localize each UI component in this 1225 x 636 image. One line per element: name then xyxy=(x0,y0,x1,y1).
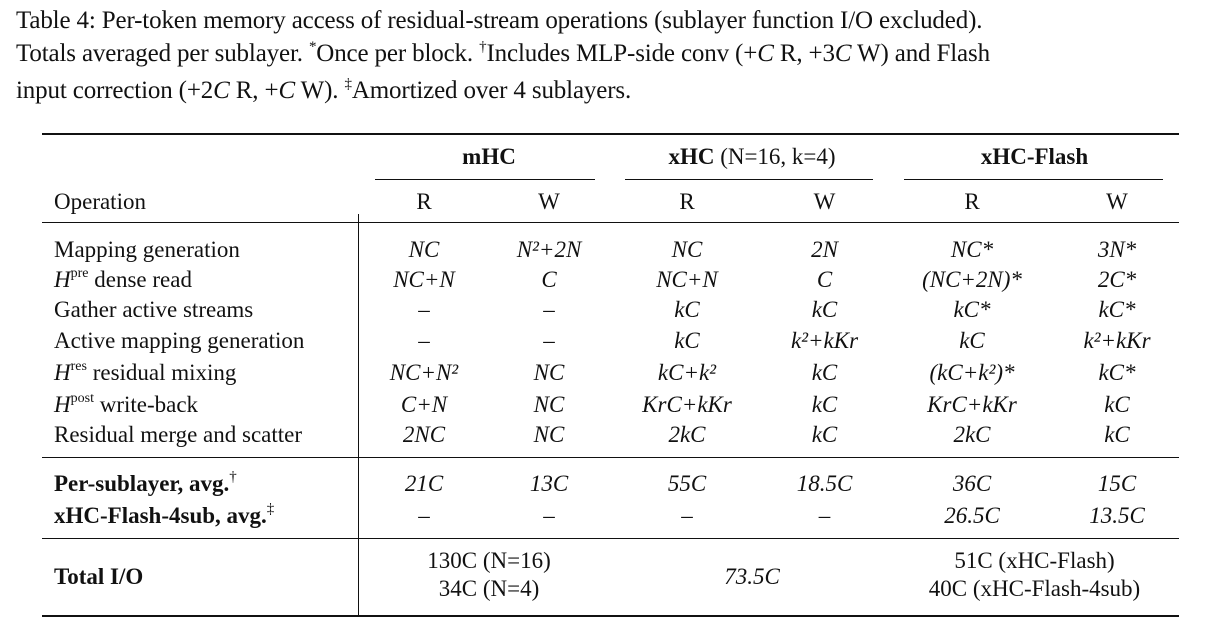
cell: 26.5C xyxy=(944,503,1000,528)
header-xhc-w: W xyxy=(813,189,836,214)
row-label: Mapping generation xyxy=(54,237,240,262)
cell: 18.5C xyxy=(796,471,853,496)
row-label: xHC-Flash-4sub, avg.‡ xyxy=(54,501,275,528)
cell: – xyxy=(818,503,831,528)
row-label: Total I/O xyxy=(54,564,144,589)
group-xhcflash: xHC-Flash xyxy=(980,144,1089,169)
cell: C+N xyxy=(400,392,448,417)
cell: – xyxy=(543,503,555,528)
mhc-group-rule xyxy=(375,179,595,180)
table-caption xyxy=(16,4,1211,111)
cell: – xyxy=(418,328,430,353)
header-mhc-r: R xyxy=(416,189,432,214)
cell: – xyxy=(418,297,430,322)
cell: – xyxy=(543,297,555,322)
header-flash-w: W xyxy=(1106,189,1128,214)
cell: NC xyxy=(533,360,565,385)
cell: kC xyxy=(1104,422,1130,447)
cell: 2N xyxy=(811,237,838,262)
header-operation: Operation xyxy=(54,189,146,214)
summary-rule xyxy=(42,457,1179,458)
cell: C xyxy=(816,267,833,292)
cell: NC xyxy=(408,237,440,262)
cell: kC* xyxy=(953,297,991,322)
total-rule xyxy=(42,538,1179,539)
row-label: $H^{pre}$ dense read xyxy=(54,266,192,292)
header-rule xyxy=(42,222,1179,223)
cell: 2kC xyxy=(953,422,991,447)
row-label: Residual merge and scatter xyxy=(54,422,303,447)
cell: 15C xyxy=(1097,471,1137,496)
cell: C xyxy=(541,267,557,292)
group-mhc: mHC xyxy=(462,144,516,169)
memory-access-table xyxy=(42,133,1179,618)
cell: (kC+k²)* xyxy=(929,360,1015,385)
cell: 2kC xyxy=(668,422,706,447)
cell: NC xyxy=(533,422,565,447)
row-label: $H^{post}$ write-back xyxy=(54,391,199,417)
cell: – xyxy=(681,503,693,528)
row-label: Per-sublayer, avg.† xyxy=(54,469,237,496)
total-xhc: 73.5C xyxy=(724,564,780,589)
cell: NC xyxy=(671,237,703,262)
xhc-group-rule xyxy=(625,179,873,180)
cell: NC xyxy=(533,392,565,417)
row-label: Active mapping generation xyxy=(54,328,305,353)
cell: 21C xyxy=(404,471,444,496)
cell: kC xyxy=(811,297,838,322)
xhcflash-group-rule xyxy=(904,179,1163,180)
cell: NC* xyxy=(950,237,994,262)
cell: KrC+kKr xyxy=(927,392,1017,417)
row-label: Gather active streams xyxy=(54,297,254,322)
cell: N²+2N xyxy=(516,237,582,262)
group-xhc: xHC (N=16, k=4) xyxy=(668,144,836,169)
caption-line-1: Table 4: Per-token memory access of residual-stream operations (sublayer function I/O excluded). xyxy=(16,7,983,34)
cell: 13C xyxy=(529,471,569,496)
header-xhc-r: R xyxy=(679,189,695,214)
cell: kC xyxy=(811,422,838,447)
cell: – xyxy=(418,503,430,528)
cell: 36C xyxy=(952,471,992,496)
cell: kC xyxy=(959,328,985,353)
cell: kC xyxy=(811,360,838,385)
cell: k²+kKr xyxy=(1083,328,1151,353)
top-rule xyxy=(42,133,1179,135)
cell: kC xyxy=(674,328,700,353)
total-mhc: 130C (N=16) 34C (N=4) xyxy=(427,548,551,601)
caption-line-2: Totals averaged per sublayer. *Once per block. †Includes MLP-side conv (+C R, +3C W) and Flash xyxy=(16,39,990,67)
cell: kC xyxy=(674,297,700,322)
cell: NC+N² xyxy=(389,360,459,385)
header-mhc-w: W xyxy=(538,189,560,214)
cell: (NC+2N)* xyxy=(922,267,1022,292)
cell: kC* xyxy=(1098,297,1136,322)
row-label: $H^{res}$ residual mixing xyxy=(54,359,237,385)
caption-line-3: input correction (+2C R, +C W). ‡Amortized over 4 sublayers. xyxy=(16,76,632,104)
cell: 3N* xyxy=(1097,237,1137,262)
header-flash-r: R xyxy=(964,189,980,214)
cell: NC+N xyxy=(656,267,718,292)
column-separator xyxy=(358,214,359,616)
cell: – xyxy=(543,328,555,353)
cell: 13.5C xyxy=(1089,503,1145,528)
bottom-rule xyxy=(42,615,1179,617)
total-xhcflash: 51C (xHC-Flash) 40C (xHC-Flash-4sub) xyxy=(928,548,1141,601)
cell: NC+N xyxy=(393,267,455,292)
cell: 2NC xyxy=(402,422,446,447)
cell: 55C xyxy=(667,471,707,496)
cell: kC xyxy=(811,392,838,417)
cell: 2C* xyxy=(1097,267,1137,292)
cell: kC xyxy=(1104,392,1130,417)
cell: kC+k² xyxy=(657,360,717,385)
cell: kC* xyxy=(1098,360,1136,385)
cell: k²+kKr xyxy=(790,328,859,353)
cell: KrC+kKr xyxy=(642,392,732,417)
